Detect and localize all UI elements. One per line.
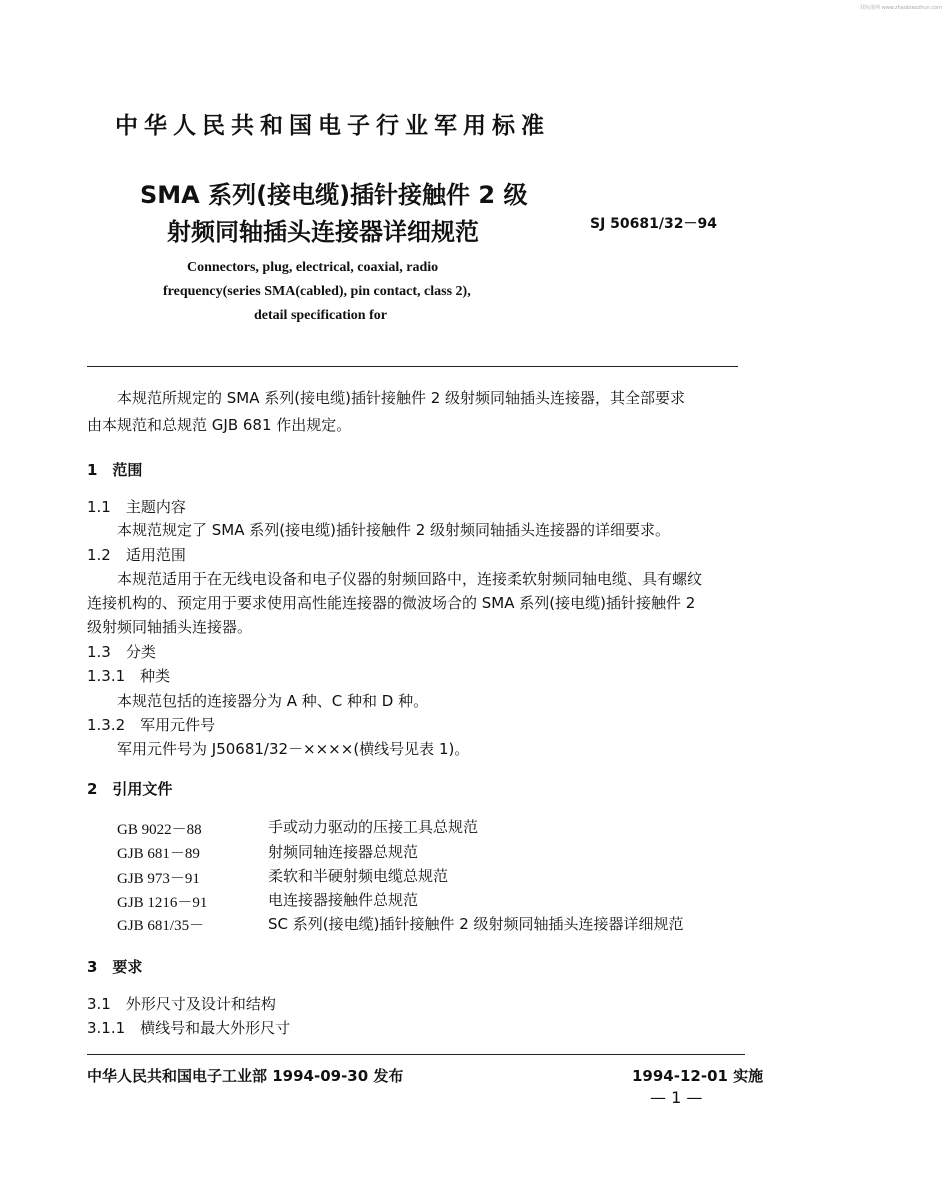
- standard-header: 中华人民共和国电子行业军用标准: [115, 113, 550, 139]
- standard-code: SJ 50681/32－94: [590, 216, 717, 232]
- section-1-2-text-line-3: 级射频同轴插头连接器。: [87, 618, 253, 636]
- ref-code: GJB 681/35－: [117, 918, 205, 934]
- title-line-2: 射频同轴插头连接器详细规范: [167, 218, 479, 246]
- issued-by: 中华人民共和国电子工业部 1994-09-30 发布: [87, 1067, 404, 1085]
- section-1-2-text-line-1: 本规范适用于在无线电设备和电子仪器的射频回路中，连接柔软射频同轴电缆、具有螺纹: [117, 570, 703, 588]
- section-1-3-1-text: 本规范包括的连接器分为 A 种、C 种和 D 种。: [117, 692, 429, 710]
- intro-line-1: 本规范所规定的 SMA 系列(接电缆)插针接触件 2 级射频同轴插头连接器，其全部要求: [117, 389, 686, 407]
- section-2-heading: 2 引用文件: [87, 780, 173, 798]
- ref-title: 手或动力驱动的压接工具总规范: [268, 818, 479, 836]
- title-line-1: SMA 系列(接电缆)插针接触件 2 级: [140, 181, 528, 209]
- ref-title: 柔软和半硬射频电缆总规范: [268, 867, 449, 885]
- ref-title: 电连接器接触件总规范: [268, 891, 419, 909]
- ref-title: SC 系列(接电缆)插针接触件 2 级射频同轴插头连接器详细规范: [268, 915, 684, 933]
- ref-code: GJB 973－91: [117, 871, 200, 887]
- section-3-1-1-heading: 3.1.1 横线号和最大外形尺寸: [87, 1019, 291, 1037]
- english-title-line-3: detail specification for: [254, 308, 387, 323]
- section-1-3-1-heading: 1.3.1 种类: [87, 667, 171, 685]
- english-title-line-2: frequency(series SMA(cabled), pin contact, class 2),: [163, 284, 471, 299]
- section-1-3-heading: 1.3 分类: [87, 643, 156, 661]
- intro-line-2: 由本规范和总规范 GJB 681 作出规定。: [87, 416, 352, 434]
- section-1-3-2-heading: 1.3.2 军用元件号: [87, 716, 216, 734]
- effective-date: 1994-12-01 实施: [632, 1067, 764, 1085]
- section-1-heading: 1 范围: [87, 461, 143, 479]
- section-1-2-heading: 1.2 适用范围: [87, 546, 186, 564]
- section-1-3-2-text: 军用元件号为 J50681/32－××××(横线号见表 1)。: [117, 740, 470, 758]
- section-1-1-text: 本规范规定了 SMA 系列(接电缆)插针接触件 2 级射频同轴插头连接器的详细要求。: [117, 521, 671, 539]
- english-title-line-1: Connectors, plug, electrical, coaxial, radio: [187, 260, 439, 275]
- section-3-heading: 3 要求: [87, 958, 143, 976]
- footer-divider: [87, 1054, 745, 1055]
- section-1-1-heading: 1.1 主题内容: [87, 498, 186, 516]
- ref-code: GB 9022－88: [117, 822, 202, 838]
- ref-code: GJB 681－89: [117, 846, 200, 862]
- section-1-2-text-line-2: 连接机构的、预定用于要求使用高性能连接器的微波场合的 SMA 系列(接电缆)插针接触件 2: [87, 594, 696, 612]
- watermark: 找标准网 www.zhaobiaozhun.com: [860, 5, 942, 11]
- top-divider: [87, 366, 738, 367]
- ref-code: GJB 1216－91: [117, 895, 208, 911]
- ref-title: 射频同轴连接器总规范: [268, 843, 419, 861]
- page-number: — 1 —: [650, 1088, 703, 1107]
- section-3-1-heading: 3.1 外形尺寸及设计和结构: [87, 995, 276, 1013]
